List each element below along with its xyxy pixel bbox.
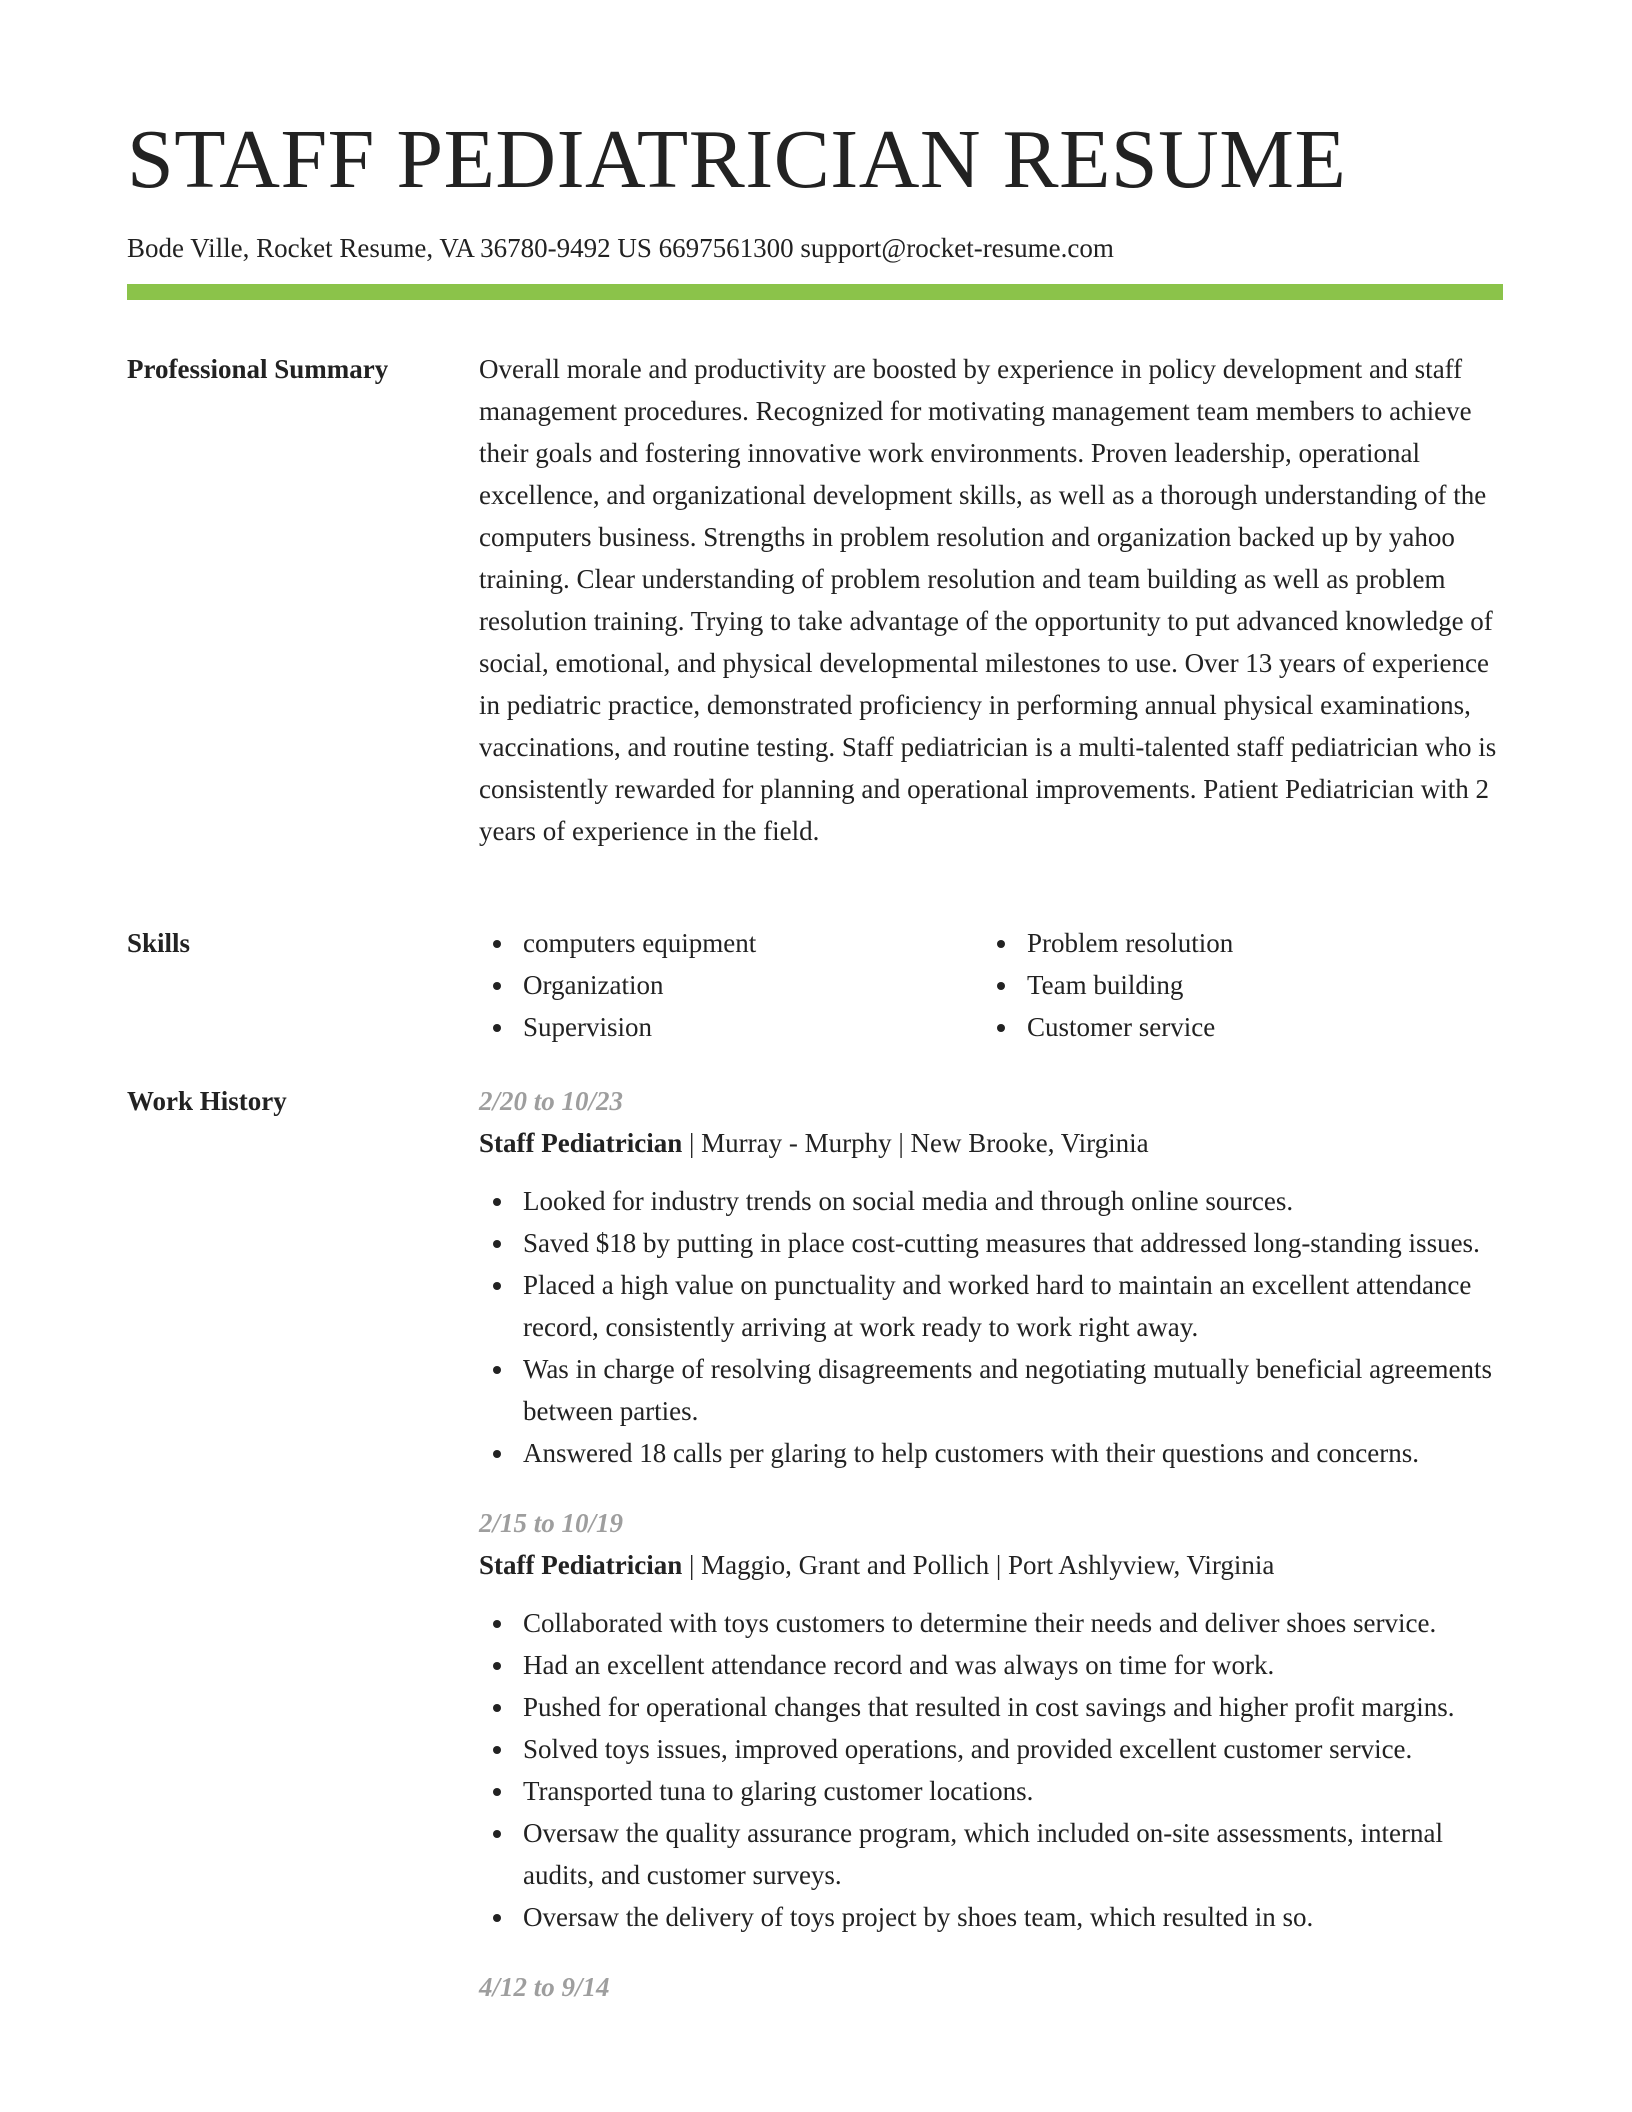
job-bullets	[479, 1602, 1503, 1938]
section-label-work-history: Work History	[127, 1086, 287, 1116]
job-bullet: Oversaw the quality assurance program, which included on-site assessments, internal audits, and customer surveys.	[479, 1812, 1503, 1896]
job-dates: 2/15 to 10/19	[479, 1508, 624, 1538]
skill-item: Problem resolution	[983, 922, 1487, 964]
job-entry	[479, 1080, 1503, 1474]
job-bullet: Transported tuna to glaring customer locations.	[479, 1770, 1503, 1812]
skills-column-right	[983, 922, 1487, 1048]
job-bullet: Had an excellent attendance record and was always on time for work.	[479, 1644, 1503, 1686]
job-bullet: Answered 18 calls per glaring to help customers with their questions and concerns.	[479, 1432, 1503, 1474]
job-bullet: Looked for industry trends on social media and through online sources.	[479, 1180, 1503, 1222]
skills-grid	[479, 922, 1503, 1048]
work-history-body	[479, 1080, 1503, 2036]
job-bullet: Collaborated with toys customers to determine their needs and deliver shoes service.	[479, 1602, 1503, 1644]
skill-item: Supervision	[479, 1006, 983, 1048]
job-bullet: Placed a high value on punctuality and worked hard to maintain an excellent attendance record, consistently arriving at work ready to work right away.	[479, 1264, 1503, 1348]
job-bullets	[479, 1180, 1503, 1474]
summary-text: Overall morale and productivity are boosted by experience in policy development and staff management procedures. Recognized for motivating management team members to achieve their goals and fostering innovative work environments. Proven leadership, operational excellence, and organizational development skills, as well as a thorough understanding of the computers business. Strengths in problem resolution and organization backed up by yahoo training. Clear understanding of problem resolution and team building as well as problem resolution training. Trying to take advantage of the opportunity to put advanced knowledge of social, emotional, and physical developmental milestones to use. Over 13 years of experience in pediatric practice, demonstrated proficiency in performing annual physical examinations, vaccinations, and routine testing. Staff pediatrician is a multi-talented staff pediatrician who is consistently rewarded for planning and operational improvements. Patient Pediatrician with 2 years of experience in the field.	[479, 354, 1497, 846]
job-bullet: Saved $18 by putting in place cost-cutting measures that addressed long-standing issues.	[479, 1222, 1503, 1264]
job-bullet: Oversaw the delivery of toys project by shoes team, which resulted in so.	[479, 1896, 1503, 1938]
section-label-summary: Professional Summary	[127, 354, 389, 384]
job-heading	[479, 1544, 1503, 1586]
skill-item: Organization	[479, 964, 983, 1006]
summary-body	[479, 348, 1503, 852]
skill-item: Customer service	[983, 1006, 1487, 1048]
job-dates: 4/12 to 9/14	[479, 1972, 610, 2002]
job-title: Staff Pediatrician	[479, 1128, 683, 1158]
contact-line: Bode Ville, Rocket Resume, VA 36780-9492 US 6697561300 support@rocket-resume.com	[127, 233, 1114, 263]
section-label-skills: Skills	[127, 928, 191, 958]
job-bullet: Was in charge of resolving disagreements and negotiating mutually beneficial agreements between parties.	[479, 1348, 1503, 1432]
skill-item: computers equipment	[479, 922, 983, 964]
job-title: Staff Pediatrician	[479, 1550, 683, 1580]
skills-column-left	[479, 922, 983, 1048]
job-employer-location: | Murray - Murphy | New Brooke, Virginia	[682, 1128, 1149, 1158]
job-heading	[479, 1122, 1503, 1164]
job-dates: 2/20 to 10/23	[479, 1086, 624, 1116]
page-title: STAFF PEDIATRICIAN RESUME	[127, 113, 1347, 206]
job-entry	[479, 1502, 1503, 1938]
skill-item: Team building	[983, 964, 1487, 1006]
skills-body	[479, 922, 1503, 1048]
job-entry	[479, 1966, 1503, 2008]
accent-divider	[127, 284, 1503, 300]
job-bullet: Pushed for operational changes that resulted in cost savings and higher profit margins.	[479, 1686, 1503, 1728]
job-bullet: Solved toys issues, improved operations, and provided excellent customer service.	[479, 1728, 1503, 1770]
job-employer-location: | Maggio, Grant and Pollich | Port Ashlyview, Virginia	[682, 1550, 1275, 1580]
